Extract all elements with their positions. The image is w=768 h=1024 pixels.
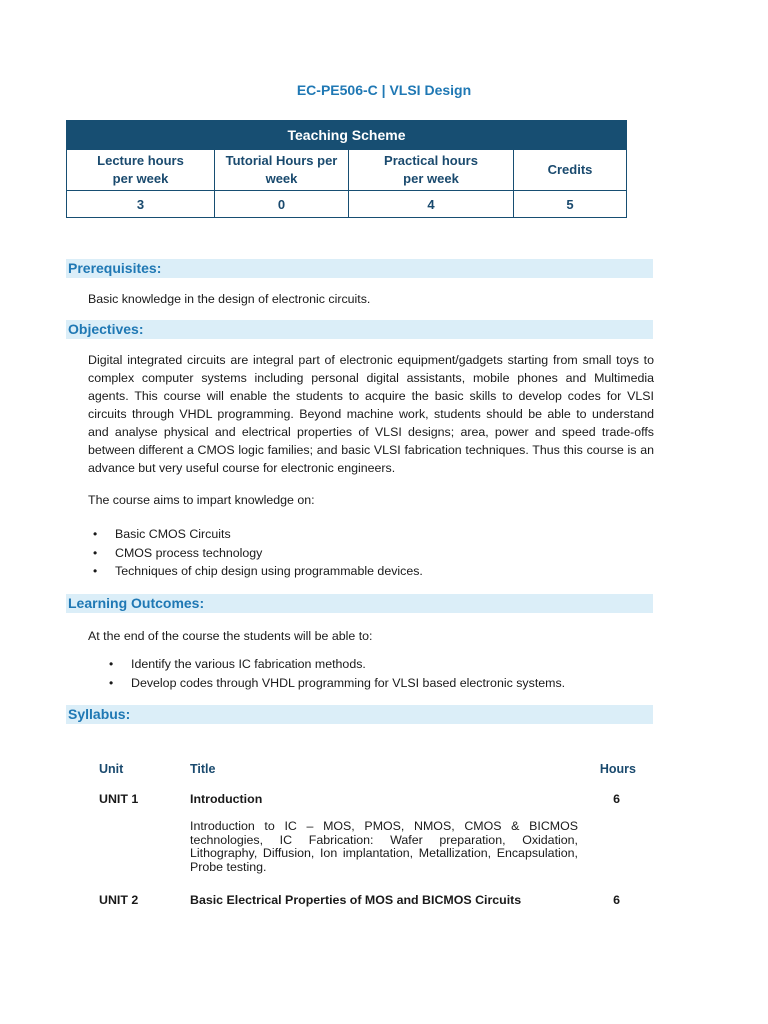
- list-item: • CMOS process technology: [91, 544, 651, 563]
- syllabus-unit-hours: 6: [613, 893, 620, 907]
- syllabus-unit-label: UNIT 1: [99, 792, 139, 806]
- learning-outcomes-intro: At the end of the course the students will be able to:: [88, 629, 373, 643]
- value-practical-hours: 4: [349, 191, 514, 218]
- objectives-text: Digital integrated circuits are integral part of electronic equipment/gadgets starting from small toys to complex computer systems including personal digital assistants, mobile phones and Multimedia agents. This course will enable the students to acquire the basic skills to develop codes for VLSI circuits through VHDL programming. Beyond machine work, students should be able to understand and analyse physical and electrical properties of VLSI designs; area, power and speed trade-offs between different a CMOS logic families; and basic VLSI fabrication techniques. Thus this course is an advance but very useful course for electronic engineers.: [88, 353, 654, 475]
- learning-outcomes-list: [107, 655, 653, 692]
- syllabus-unit-label: UNIT 2: [99, 893, 139, 907]
- objectives-heading: Objectives:: [66, 320, 653, 339]
- aims-intro: The course aims to impart knowledge on:: [88, 493, 315, 507]
- learning-outcomes-heading: Learning Outcomes:: [66, 594, 653, 613]
- bullet-icon: •: [93, 527, 98, 541]
- value-lecture-hours: 3: [67, 191, 215, 218]
- syllabus-unit-hours: 6: [613, 792, 620, 806]
- column-credits: Credits: [514, 150, 627, 191]
- teaching-scheme-table: [66, 120, 627, 218]
- list-item: • Develop codes through VHDL programming for VLSI based electronic systems.: [107, 674, 653, 693]
- bullet-icon: •: [109, 675, 114, 690]
- list-item: • Techniques of chip design using programmable devices.: [91, 562, 651, 581]
- teaching-scheme-heading: Teaching Scheme: [67, 121, 627, 150]
- prerequisites-text: Basic knowledge in the design of electronic circuits.: [88, 292, 371, 306]
- bullet-icon: •: [93, 564, 98, 578]
- syllabus-col-unit: Unit: [99, 762, 124, 776]
- syllabus-unit-title: Introduction: [190, 792, 263, 806]
- syllabus-unit-description: Introduction to IC – MOS, PMOS, NMOS, CMOS & BICMOS technologies, IC Fabrication: Wafer preparation, Oxidation, Lithography, Diffusion, Ion implantation, Metallization, Encapsulation, Probe testing.: [190, 819, 578, 874]
- list-item: • Basic CMOS Circuits: [91, 525, 651, 544]
- prerequisites-heading: Prerequisites:: [66, 259, 653, 278]
- course-title: EC-PE506-C | VLSI Design: [296, 82, 472, 98]
- syllabus-heading: Syllabus:: [66, 705, 653, 724]
- syllabus-col-hours: Hours: [599, 762, 636, 776]
- list-item: • Identify the various IC fabrication methods.: [107, 655, 653, 674]
- bullet-icon: •: [93, 545, 98, 560]
- column-lecture-hours: Lecture hours per week: [67, 150, 215, 191]
- column-practical-hours: Practical hours per week: [349, 150, 514, 191]
- value-credits: 5: [514, 191, 627, 218]
- column-tutorial-hours: Tutorial Hours per week: [215, 150, 349, 191]
- syllabus-col-title: Title: [190, 762, 216, 776]
- aims-list: [91, 525, 651, 581]
- bullet-icon: •: [109, 657, 114, 671]
- value-tutorial-hours: 0: [215, 191, 349, 218]
- syllabus-unit-title: Basic Electrical Properties of MOS and BICMOS Circuits: [190, 893, 522, 907]
